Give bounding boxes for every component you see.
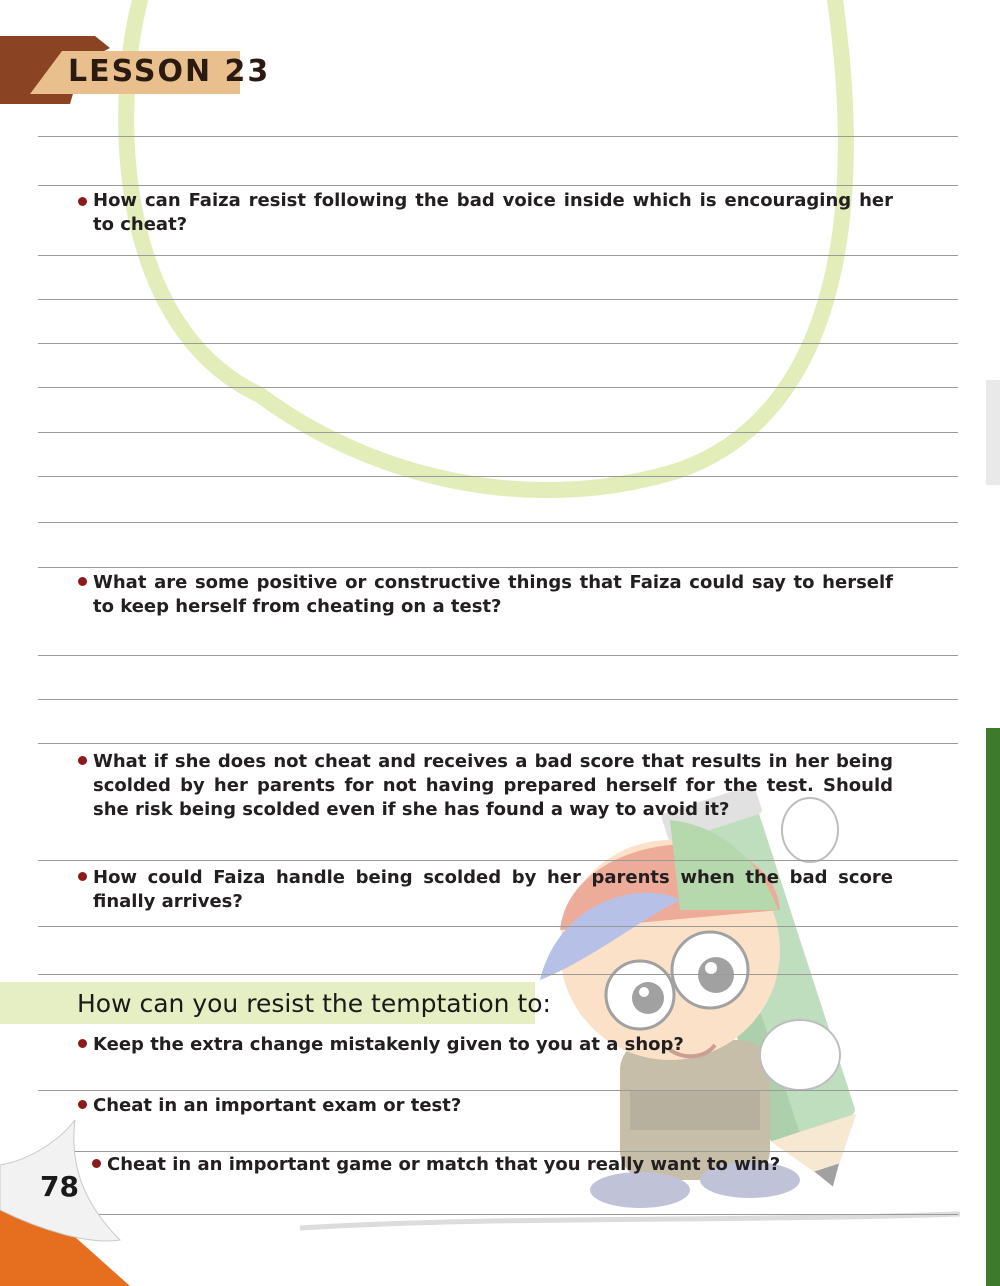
writing-line [38, 567, 958, 568]
bullet-icon [78, 756, 87, 765]
temptation-item-2: Cheat in an important exam or test? [93, 1095, 462, 1116]
writing-line [38, 1214, 958, 1215]
question-1: How can Faiza resist following the bad voice inside which is encouraging her to cheat? [93, 190, 893, 235]
bullet-icon [78, 1039, 87, 1048]
question-3: What if she does not cheat and receives a bad score that results in her being scolded by her parents for not having prepared herself for the test. Should she risk being scolded even if she has found a way to avoid it? [93, 751, 893, 820]
writing-line [38, 299, 958, 300]
writing-line [38, 387, 958, 388]
writing-line [38, 699, 958, 700]
temptation-item-1: Keep the extra change mistakenly given to you at a shop? [93, 1034, 684, 1055]
writing-line [38, 926, 958, 927]
temptation-item-3: Cheat in an important game or match that you really want to win? [107, 1154, 781, 1175]
writing-line [38, 185, 958, 186]
page-number: 78 [40, 1170, 79, 1203]
writing-line [38, 343, 958, 344]
bullet-icon [78, 197, 87, 206]
writing-line [38, 655, 958, 656]
writing-line [38, 255, 958, 256]
writing-line [38, 476, 958, 477]
question-2: What are some positive or constructive things that Faiza could say to herself to keep herself from cheating on a test? [93, 572, 893, 617]
writing-line [38, 136, 958, 137]
writing-line [38, 1151, 958, 1152]
question-4: How could Faiza handle being scolded by her parents when the bad score finally arrives? [93, 867, 893, 912]
temptation-heading: How can you resist the temptation to: [77, 989, 551, 1018]
bullet-icon [78, 1100, 87, 1109]
writing-line [38, 974, 958, 975]
lesson-title: LESSON 23 [68, 54, 271, 89]
edge-photo-strip [986, 728, 1000, 1286]
writing-line [38, 743, 958, 744]
writing-line [38, 432, 958, 433]
writing-line [38, 860, 958, 861]
bullet-icon [78, 577, 87, 586]
writing-line [38, 522, 958, 523]
writing-line [38, 1090, 958, 1091]
page-corner [0, 1120, 140, 1286]
bullet-icon [78, 872, 87, 881]
